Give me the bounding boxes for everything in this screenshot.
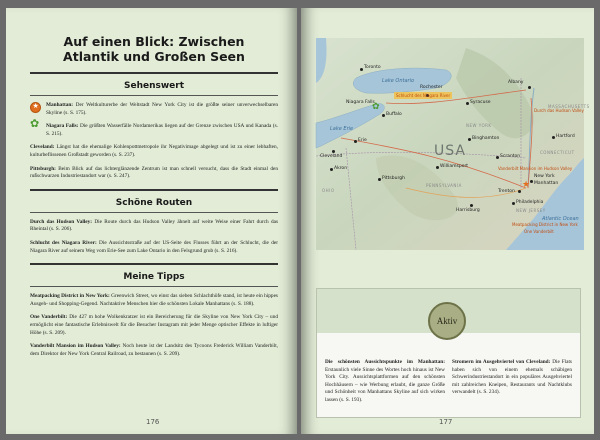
aktiv-entry-title: Die schönsten Aussichtspunkte im Manhattan: <box>325 359 445 365</box>
city-dot <box>330 168 333 171</box>
city-label: Williamsport <box>440 164 469 169</box>
city-dot <box>528 86 531 89</box>
entry-niagara-falls <box>30 123 278 138</box>
section-heading-routen: Schöne Routen <box>30 195 278 213</box>
water-label: Atlantic Ocean <box>542 216 579 222</box>
city-dot <box>518 190 521 193</box>
page-number-left: 176 <box>146 418 160 426</box>
water-label: Lake Ontario <box>382 78 415 84</box>
entry-niagara-river <box>30 240 278 255</box>
entry-title: Pittsburgh: <box>30 165 56 172</box>
highlight-label: Vanderbilt Mansion im Hudson Valley <box>498 166 573 171</box>
city-label: Albany <box>508 80 524 85</box>
entry-cleveland <box>30 144 278 159</box>
aktiv-box <box>316 288 581 418</box>
aktiv-column-2 <box>452 359 572 397</box>
city-label: Manhattan <box>534 181 559 186</box>
state-label: CONNECTICUT <box>540 150 575 155</box>
entry-text: Die 427 m hohe Wolkenkratzer ist ein Bereicherung für die Skyline von New York City – und ermöglicht eine fantastische Erlebniswelt für die Besucher Instagram mit jeder Menge optischer Effekte in luftiger Höhe (s. S. 209). <box>30 314 278 336</box>
state-label: OHIO <box>322 188 335 193</box>
city-label: Syracuse <box>470 100 491 105</box>
page-number-right: 177 <box>439 418 453 426</box>
city-label: Akron <box>334 166 348 171</box>
title-line-2: Atlantik und Großen Seen <box>63 49 245 64</box>
city-label: Pittsburgh <box>382 176 405 181</box>
entry-text: Noch heute ist der Landsitz des Tycoons Frederick William Vanderbilt, dem Direktor der New York Central Railroad, zu bestaunen (s. S. 209). <box>30 343 278 357</box>
city-label: Hartford <box>556 134 575 139</box>
left-page <box>6 8 297 434</box>
entry-text: Der Weltkulturerbe der Weltstadt New York City ist die größte seiner unverwechselbaren Skyline (s. S. 175). <box>46 102 278 116</box>
aktiv-entry-title: Stromern im Ausgehviertel von Cleveland: <box>452 359 551 365</box>
city-dot <box>466 102 469 105</box>
aktiv-column-1 <box>325 359 445 405</box>
section-heading-sehenswert: Sehenswert <box>30 78 278 96</box>
entry-text: Greenwich Street, wo einst das sieben Schlachthöfe stand, ist heute ein hippes Ausgeh- und Shopping-Gegend. Nachtaktive Menschen hier die schönsten Lokale Manhattans (s. S. 188). <box>30 293 278 307</box>
section-divider <box>30 263 278 265</box>
country-label: USA <box>434 143 466 159</box>
highlight-label: Meatpacking District in New York <box>512 222 578 227</box>
city-dot <box>378 178 381 181</box>
city-label: Toronto <box>364 65 381 70</box>
city-dot <box>354 140 357 143</box>
highlight-label: One Vanderbilt <box>524 229 554 234</box>
city-label: Erie <box>358 138 367 143</box>
entry-title: Niagara Falls: <box>46 123 79 130</box>
city-label: New York <box>534 174 555 179</box>
city-dot <box>552 136 555 139</box>
entry-meatpacking <box>30 293 278 308</box>
entry-title: Durch das Hudson Valley: <box>30 218 93 225</box>
green-flower-icon: ✿ <box>372 101 380 111</box>
city-label: Rochester <box>420 85 443 90</box>
city-label: Cleveland <box>320 154 343 159</box>
entry-manhattan <box>30 102 278 117</box>
section-divider <box>30 189 278 191</box>
right-page <box>301 8 594 434</box>
highlight-label: Durch das Hudson Valley <box>534 108 584 113</box>
city-dot <box>496 156 499 159</box>
entry-one-vanderbilt <box>30 314 278 337</box>
city-label: Binghamton <box>472 136 500 141</box>
entry-text: Die größten Wasserfälle Nordamerikas liegen auf der Grenze zwischen USA und Kanada (s. S. 215). <box>46 123 278 137</box>
city-dot <box>332 150 335 153</box>
state-label: PENNSYLVANIA <box>426 183 462 188</box>
city-dot <box>436 166 439 169</box>
city-dot <box>512 202 515 205</box>
entry-title: Vanderbilt Mansion im Hudson Valley: <box>30 343 121 350</box>
aktiv-entry-text: Die Flats haben sich von einem ehemals schäbigen Schwerindustriestandort in ein populäres Ausgehviertel mit zahlreichen Kneipen, Restaurants und Nachtklubs verwandelt (s. S. 234). <box>452 359 572 396</box>
entry-title: One Vanderbilt: <box>30 314 68 321</box>
green-flower-icon <box>30 123 41 134</box>
city-dot <box>360 68 363 71</box>
aktiv-badge: Aktiv <box>428 302 466 340</box>
entry-hudson-valley <box>30 219 278 234</box>
city-label: Niagara Falls <box>346 100 375 105</box>
city-label: Harrisburg <box>456 208 480 213</box>
entry-title: Manhattan: <box>46 102 74 108</box>
left-page-content <box>30 34 278 364</box>
city-label: Philadelphia <box>516 200 544 205</box>
section-heading-tipps: Meine Tipps <box>30 269 278 287</box>
state-label: NEW JERSEY <box>516 208 546 213</box>
section-divider <box>30 72 278 74</box>
entry-title: Schlucht des Niagara River: <box>30 239 97 246</box>
entry-vanderbilt-mansion <box>30 343 278 358</box>
entry-text: Die Aussichtsstraße auf der US-Seite des Flusses führt an der Schlucht, die der Niagara River auf seinem Weg vom Erie-See zum Lake Ontario in den Felsgrund grub (s. S. 216). <box>30 239 278 254</box>
city-dot <box>470 204 473 207</box>
entry-text: Beim Blick auf das lichterglänzende Zentrum ist man schnell versucht, dass die Stadt einmal den rußschwarzen Industriestandort war (s. S. 247). <box>30 165 278 180</box>
orange-star-icon: ★ <box>522 179 531 189</box>
region-map <box>316 38 590 250</box>
city-dot <box>468 138 471 141</box>
state-label: NEW YORK <box>466 123 492 128</box>
city-label: Scranton <box>500 154 521 159</box>
entry-text: Die Route durch das Hudson Valley ähnelt auf weite Weise einer Fahrt durch das Rheintal (s. S. 206). <box>30 218 279 233</box>
city-label: Buffalo <box>386 112 402 117</box>
highlight-label: Schlucht des Niagara River <box>396 93 451 98</box>
orange-star-icon <box>30 102 41 113</box>
city-dot <box>530 180 533 183</box>
entry-pittsburgh <box>30 166 278 181</box>
entry-text: Längst hat die ehemalige Kohlenpottmetropole ihr Negativimage abgelegt und ist zu einer lebhaften, kulturbeflissenen Großstadt geworden (s. S. 237). <box>30 144 278 158</box>
entry-title: Meatpacking District in New York: <box>30 293 110 300</box>
water-label: Lake Erie <box>330 126 354 132</box>
entry-title: Cleveland: <box>30 144 55 151</box>
page-title <box>30 34 278 64</box>
state-label: MASSACHUSETTS <box>548 104 590 109</box>
title-line-1: Auf einen Blick: Zwischen <box>63 34 245 49</box>
aktiv-entry-text: Erstaunlich viele Sinne des Wortes hoch hinaus ist New York City. Aussichtsplattformen auf den schönsten Hochhäusern – wie Werbung erlaubt, die ganze Größe und Schönheit von Manhattans Skyline auf sich wirken lassen (s. S. 193). <box>325 366 445 403</box>
city-label: Trenton <box>498 189 515 194</box>
city-dot <box>382 114 385 117</box>
